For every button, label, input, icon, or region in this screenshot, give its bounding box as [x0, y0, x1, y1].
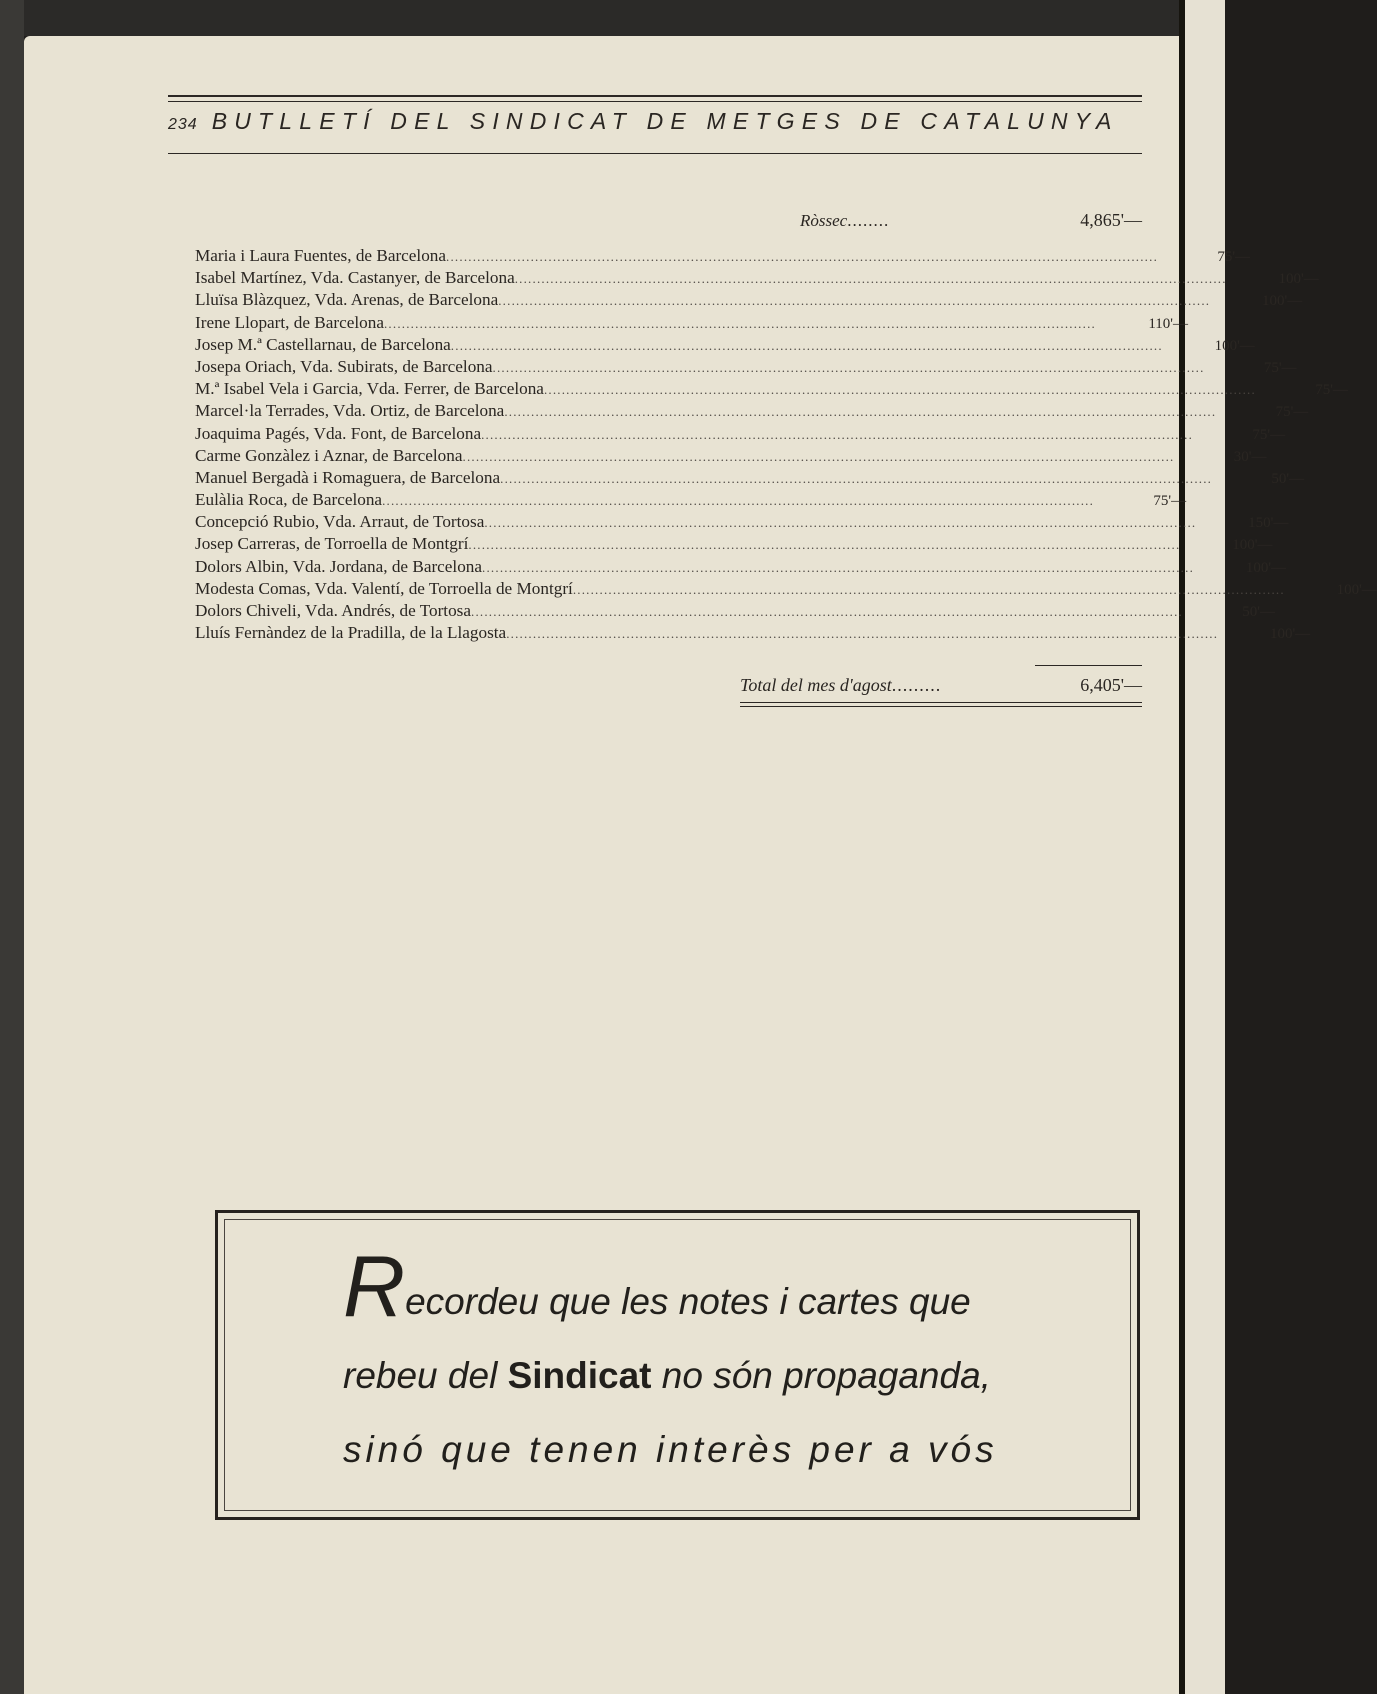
leader-dots: ................................................................................................................................................................ [446, 249, 1159, 264]
donation-row [195, 312, 1188, 335]
donor-name: Maria i Laura Fuentes, de Barcelona [195, 246, 447, 265]
leader-dots: ................................................................................................................................................................ [383, 315, 1096, 331]
donation-row [195, 534, 1273, 556]
donation-amount: 110'— [1148, 315, 1188, 332]
donor-name: Josep M.ª Castellarnau, de Barcelona [195, 334, 451, 354]
notice-line-1 [343, 1239, 1033, 1339]
donation-amount: 100'— [1262, 293, 1303, 310]
leader-dots: ................................................................................................................................................................ [382, 493, 1095, 509]
running-header [168, 95, 1142, 148]
total-underline-double [740, 706, 1142, 707]
leader-dots: ................................................................................................................................................................ [450, 337, 1163, 353]
donor-name: Irene Llopart, de Barcelona [195, 312, 384, 332]
notice-text [343, 1239, 1033, 1487]
donation-row [195, 578, 1377, 601]
carry-forward-row [800, 210, 1142, 231]
donation-row [195, 379, 1348, 401]
leader-dots: ................................................................................................................................................................ [500, 470, 1213, 486]
leader-dots: ................................................................................................................................................................ [514, 271, 1227, 287]
donation-amount: 75'— [1263, 359, 1297, 376]
donation-row [195, 246, 1251, 268]
donation-row [195, 512, 1289, 534]
notice-line-2-start: rebeu del [343, 1355, 508, 1396]
total-dots: ......... [891, 675, 942, 695]
carry-forward-dots: ........ [847, 211, 890, 230]
donor-name: Eulàlia Roca, de Barcelona [195, 490, 383, 510]
donor-name: M.ª Isabel Vela i Garcia, Vda. Ferrer, de Barcelona [195, 379, 544, 399]
notice-line-1-text: ecordeu que les notes i cartes que [405, 1281, 971, 1322]
donor-name: Dolors Albin, Vda. Jordana, de Barcelona [195, 556, 483, 576]
donation-amount: 30'— [1233, 448, 1267, 465]
total-label: Total del mes d'agost [740, 675, 892, 695]
total-amount: 6,405'— [1080, 675, 1142, 695]
donation-amount: 100'— [1269, 626, 1311, 643]
page-number: 234 [168, 116, 198, 133]
donor-name: Josep Carreras, de Torroella de Montgrí [195, 534, 469, 554]
leader-dots: ................................................................................................................................................................ [504, 404, 1217, 420]
donor-name: Lluís Fernàndez de la Pradilla, de la Llagosta [195, 623, 507, 643]
leader-dots: ................................................................................................................................................................ [492, 359, 1205, 375]
total-underline [740, 702, 1142, 703]
leader-dots: ................................................................................................................................................................ [481, 426, 1194, 442]
donation-amount: 100'— [1336, 581, 1377, 598]
donation-row [195, 401, 1309, 423]
leader-dots: ................................................................................................................................................................ [471, 604, 1183, 619]
donation-amount: 150'— [1248, 515, 1289, 532]
scan-border-left [0, 0, 24, 1694]
donor-name: Carme Gonzàlez i Aznar, de Barcelona [195, 445, 463, 465]
header-rule [168, 153, 1142, 154]
donation-amount: 75'— [1275, 404, 1309, 421]
donor-name: Joaquima Pagés, Vda. Font, de Barcelona [195, 423, 482, 443]
donor-name: Concepció Rubio, Vda. Arraut, de Tortosa [195, 512, 485, 532]
donation-amount: 100'— [1232, 537, 1273, 554]
leader-dots: ................................................................................................................................................................ [543, 382, 1256, 398]
donation-list [195, 246, 1377, 645]
scan-border-top [0, 0, 1225, 36]
leader-dots: ................................................................................................................................................................ [572, 581, 1285, 597]
donation-row [195, 445, 1267, 468]
leader-dots: ................................................................................................................................................................ [468, 537, 1181, 553]
leader-dots: ................................................................................................................................................................ [462, 448, 1175, 464]
carry-forward-label: Ròssec [800, 211, 848, 230]
donation-amount: 75'— [1315, 382, 1348, 399]
leader-dots: ................................................................................................................................................................ [506, 626, 1219, 642]
total-row [740, 675, 1142, 696]
donation-row [195, 556, 1287, 579]
donation-row [195, 623, 1311, 645]
drop-cap: R [343, 1239, 406, 1335]
donation-amount: 75'— [1217, 249, 1251, 265]
donation-row [195, 290, 1303, 312]
donation-amount: 100'— [1214, 337, 1255, 354]
donor-name: Dolors Chiveli, Vda. Andrés, de Tortosa [195, 601, 471, 620]
donation-amount: 50'— [1242, 604, 1275, 620]
donor-name: Manuel Bergadà i Romaguera, de Barcelona [195, 467, 501, 487]
donation-amount: 100'— [1278, 271, 1319, 288]
donation-row [195, 356, 1297, 379]
donation-amount: 50'— [1271, 470, 1305, 487]
notice-line-3: sinó que tenen interès per a vós [343, 1429, 998, 1470]
leader-dots: ................................................................................................................................................................ [498, 293, 1211, 309]
notice-box [215, 1210, 1140, 1520]
notice-line-2-end: no són propaganda, [651, 1355, 991, 1396]
donation-amount: 100'— [1245, 559, 1287, 576]
sum-rule [1035, 665, 1142, 666]
donor-name: Isabel Martínez, Vda. Castanyer, de Barcelona [195, 268, 515, 288]
donation-amount: 75'— [1252, 426, 1286, 443]
donor-name: Lluïsa Blàzquez, Vda. Arenas, de Barcelona [195, 290, 499, 310]
donation-row [195, 334, 1255, 357]
donation-row [195, 490, 1187, 512]
donor-name: Marcel·la Terrades, Vda. Ortiz, de Barcelona [195, 401, 505, 421]
donation-row [195, 268, 1319, 290]
carry-forward-amount: 4,865'— [1080, 210, 1142, 230]
running-title: BUTLLETÍ DEL SINDICAT DE METGES DE CATALUNYA [211, 108, 1119, 134]
donation-amount: 75'— [1153, 493, 1187, 510]
donation-row [195, 601, 1275, 623]
donation-row [195, 467, 1305, 490]
donor-name: Modesta Comas, Vda. Valentí, de Torroella de Montgrí [195, 578, 573, 598]
notice-line-2 [343, 1339, 1033, 1413]
notice-sindicat-word: Sindicat [507, 1355, 652, 1396]
leader-dots: ................................................................................................................................................................ [482, 559, 1195, 575]
donation-row [195, 423, 1286, 446]
leader-dots: ................................................................................................................................................................ [484, 515, 1197, 531]
donor-name: Josepa Oriach, Vda. Subirats, de Barcelona [195, 356, 493, 376]
